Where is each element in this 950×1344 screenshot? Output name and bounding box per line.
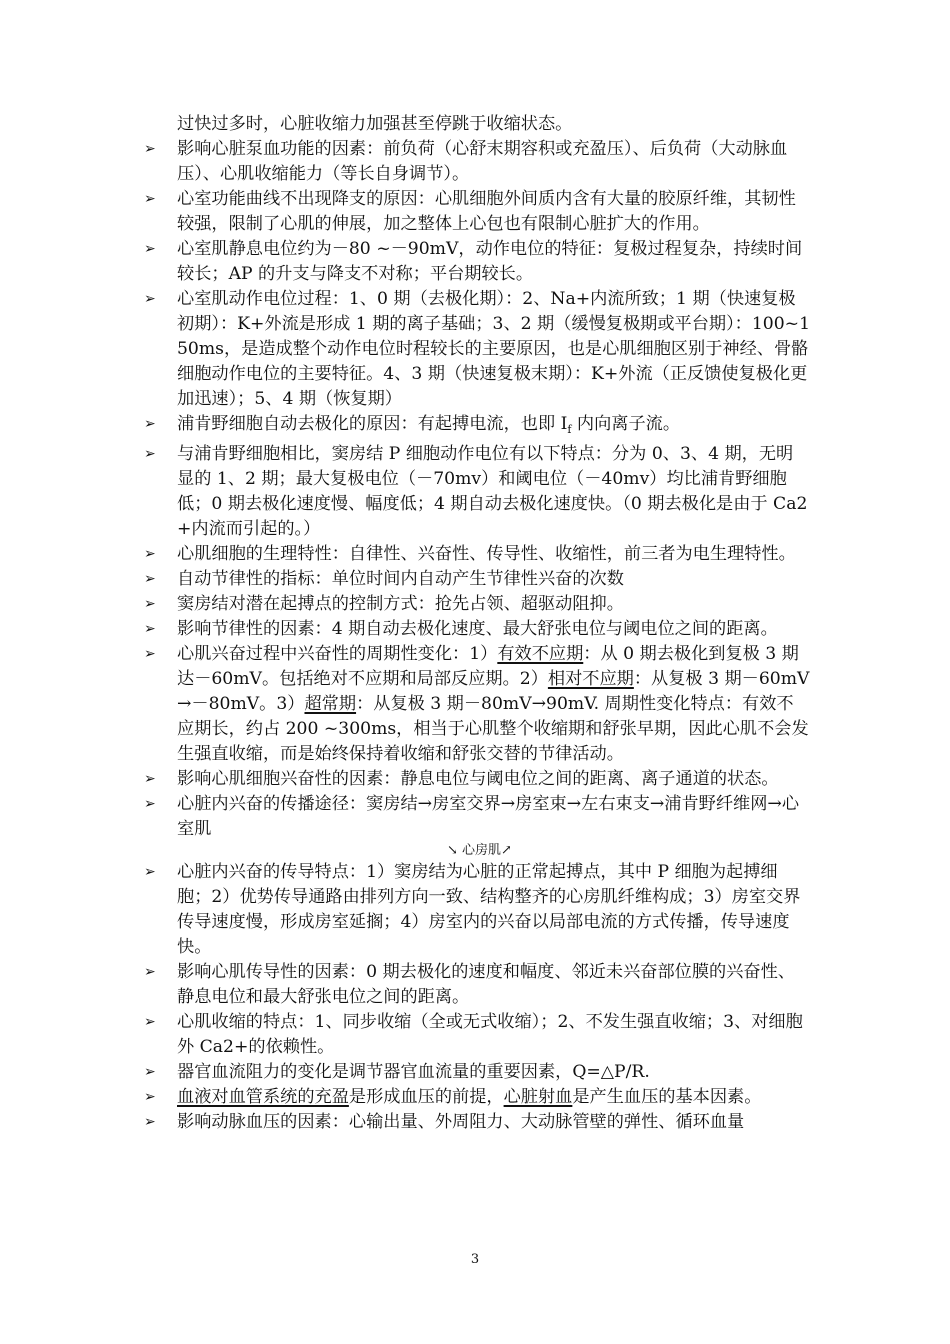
continued-text: 过快过多时，心脏收缩力加强甚至停跳于收缩状态。 [177,114,573,134]
list-item [140,860,810,960]
arrow-bullet-icon: ➢ [144,864,156,880]
arrow-bullet-icon: ➢ [144,416,156,432]
list-item-text: 窦房结对潜在起搏点的控制方式：抢先占领、超驱动阻抑。 [177,594,624,614]
list-item-text: 心室肌静息电位约为－80 ~－90mV，动作电位的特征：复极过程复杂，持续时间较长；AP 的升支与降支不对称；平台期较长。 [177,239,803,284]
list-item [140,617,810,642]
document-body [140,112,810,1135]
list-item [140,187,810,237]
arrow-bullet-icon: ➢ [144,571,156,587]
list-item [140,137,810,187]
list-item-text: 影响节律性的因素：4 期自动去极化速度、最大舒张电位与阈电位之间的距离。 [177,619,778,639]
arrow-bullet-icon: ➢ [144,1114,156,1130]
list-item [140,237,810,287]
arrow-bullet-icon: ➢ [144,796,156,812]
list-item-text: 器官血流阻力的变化是调节器官血流量的重要因素，Q=△P/R. [177,1062,650,1082]
arrow-bullet-icon: ➢ [144,546,156,562]
list-item [140,792,810,860]
list-item-text [177,642,810,767]
list-item-text: 心肌细胞的生理特性：自律性、兴奋性、传导性、收缩性，前三者为电生理特性。 [177,544,796,564]
list-item-text: 影响动脉血压的因素：心输出量、外周阻力、大动脉管壁的弹性、循环血量 [177,1112,745,1132]
continued-line [140,112,810,137]
list-item [140,1110,810,1135]
list-item [140,960,810,1010]
text-segment: 浦肯野细胞自动去极化的原因：有起搏电流，也即 I [177,414,568,434]
arrow-bullet-icon: ➢ [144,291,156,307]
arrow-bullet-icon: ➢ [144,1014,156,1030]
text-segment: 是形成血压的前提， [348,1087,504,1107]
list-item [140,412,810,442]
list-item-text [177,1085,810,1110]
list-item-text: 心脏内兴奋的传导特点：1）窦房结为心脏的正常起搏点，其中 P 细胞为起搏细胞；2）优势传导通路由排列方向一致、结构整齐的心房肌纤维构成；3）房室交界传导速度慢，形成房室延搁；4）房室内的兴奋以局部电流的方式传播，传导速度快。 [177,862,801,957]
underlined-term: 血液对血管系统的充盈 [177,1087,349,1107]
list-item [140,542,810,567]
underlined-term: 超常期 [304,694,357,714]
arrow-bullet-icon: ➢ [144,141,156,157]
list-item [140,592,810,617]
arrow-bullet-icon: ➢ [144,771,156,787]
list-item-text: 心室功能曲线不出现降支的原因：心肌细胞外间质内含有大量的胶原纤维，其韧性较强，限制了心肌的伸展，加之整体上心包也有限制心脏扩大的作用。 [177,189,796,234]
underlined-term: 心脏射血 [503,1087,573,1107]
arrow-bullet-icon: ➢ [144,1064,156,1080]
arrow-bullet-icon: ➢ [144,241,156,257]
list-item [140,767,810,792]
list-item-text: 自动节律性的指标：单位时间内自动产生节律性兴奋的次数 [177,569,624,589]
text-segment: 是产生血压的基本因素。 [572,1087,762,1107]
list-item [140,567,810,592]
list-item [140,1060,810,1085]
arrow-bullet-icon: ➢ [144,191,156,207]
list-item-text: 心肌收缩的特点：1、同步收缩（全或无式收缩）；2、不发生强直收缩；3、对细胞外 Ca2+的依赖性。 [177,1012,803,1057]
list-item-text: 心室肌动作电位过程：1、0 期（去极化期）：2、Na+内流所致；1 期（快速复极初期）：K+外流是形成 1 期的离子基础；3、2 期（缓慢复极期或平台期）：100~150ms，是造成整个动作电位时程较长的主要原因，也是心肌细胞区别于神经、骨骼细胞动作电位的主要特征。4、3 期（快速复极末期）：K+外流（正反馈使复极化更加迅速）；5、4 期（恢复期） [177,289,811,409]
arrow-bullet-icon: ➢ [144,596,156,612]
list-item [140,642,810,767]
text-segment: ：从复极 3 期－60mV→－80mV。3） [177,669,810,714]
subscript: f [567,423,572,436]
list-item [140,442,810,542]
underlined-term: 相对不应期 [547,669,634,689]
arrow-bullet-icon: ➢ [144,446,156,462]
arrow-bullet-icon: ➢ [144,646,156,662]
arrow-bullet-icon: ➢ [144,621,156,637]
list-item [140,287,810,412]
text-segment: ：从复极 3 期－80mV→90mV. 周期性变化特点：有效不应期长，约占 200 ~300ms，相当于心肌整个收缩期和舒张早期，因此心肌不会发生强直收缩，而是始终保持着收缩和舒张交替的节律活动。 [177,694,809,764]
underlined-term: 有效不应期 [497,644,584,664]
text-segment: ：从 0 期去极化到复极 3 期达－60mV。包括绝对不应期和局部反应期。2） [177,644,799,689]
list-item-text [177,412,810,442]
list-item-text: 影响心肌细胞兴奋性的因素：静息电位与阈电位之间的距离、离子通道的状态。 [177,769,779,789]
list-item-text: 与浦肯野细胞相比，窦房结 P 细胞动作电位有以下特点：分为 0、3、4 期，无明显的 1、2 期；最大复极电位（－70mv）和阈电位（－40mv）均比浦肯野细胞低；0 期去极化速度慢、幅度低；4 期自动去极化速度快。（0 期去极化是由于 Ca2+内流而引起的。） [177,444,808,539]
text-segment: 内向离子流。 [571,414,681,434]
page-number: 3 [470,1252,480,1267]
list-item-text: 影响心肌传导性的因素：0 期去极化的速度和幅度、邻近未兴奋部位膜的兴奋性、静息电位和最大舒张电位之间的距离。 [177,962,795,1007]
pathway-branch-note: ↘ 心房肌↗ [447,843,512,858]
arrow-bullet-icon: ➢ [144,964,156,980]
list-item [140,1010,810,1060]
list-item [140,1085,810,1110]
arrow-bullet-icon: ➢ [144,1089,156,1105]
list-item-text: 心脏内兴奋的传播途径：窦房结→房室交界→房室束→左右束支→浦肯野纤维网→心室肌 [177,794,800,839]
text-segment: 心肌兴奋过程中兴奋性的周期性变化：1） [177,644,498,664]
list-item-text: 影响心脏泵血功能的因素：前负荷（心舒末期容积或充盈压）、后负荷（大动脉血压）、心肌收缩能力（等长自身调节）。 [177,139,788,184]
